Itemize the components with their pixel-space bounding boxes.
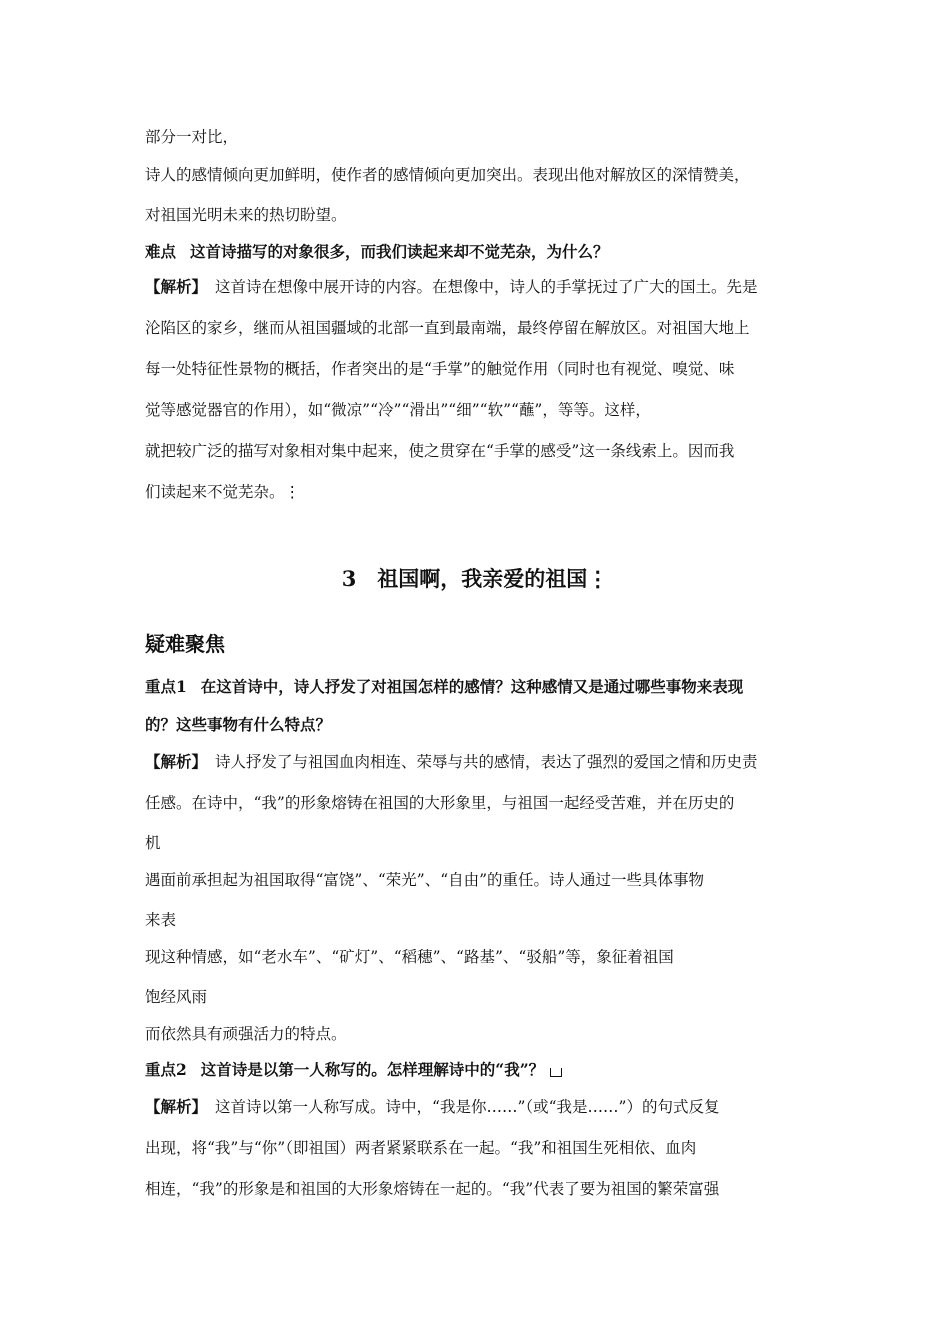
- bracket-mark: [550, 1068, 562, 1077]
- analysis-line: 出现，将“我”与“你”（即祖国）两者紧紧联系在一起。“我”和祖国生死相依、血肉: [145, 1139, 697, 1157]
- text-line: 对祖国光明未来的热切盼望。: [145, 206, 347, 224]
- key1-question-cont: 的？这些事物有什么特点？: [145, 715, 332, 734]
- section-heading: 疑难聚焦: [145, 632, 225, 656]
- analysis-label: 【解析】: [145, 277, 208, 296]
- analysis-line: 任感。在诗中，“我”的形象熔铸在祖国的大形象里，与祖国一起经受苦难，并在历史的: [145, 794, 735, 812]
- text-line: 诗人的感情倾向更加鲜明，使作者的感情倾向更加突出。表现出他对解放区的深情赞美，: [145, 166, 750, 184]
- analysis-line: 遇面前承担起为祖国取得“富饶”、“荣光”、“自由”的重任。诗人通过一些具体事物: [145, 871, 705, 889]
- analysis-line: 就把较广泛的描写对象相对集中起来，使之贯穿在“手掌的感受”这一条线索上。因而我: [145, 442, 735, 460]
- analysis-line: [145, 752, 758, 772]
- key2-label: 重点2: [145, 1060, 187, 1079]
- analysis-line: 来表: [145, 911, 177, 929]
- analysis-line: 每一处特征性景物的概括，作者突出的是“手掌”的触觉作用（同时也有视觉、嗅觉、味: [145, 360, 735, 378]
- key1-label: 重点1: [145, 677, 187, 696]
- difficulty-question-text: 这首诗描写的对象很多，而我们读起来却不觉芜杂，为什么？: [190, 242, 609, 261]
- difficulty-label: 难点: [145, 242, 177, 261]
- lesson-title: 3 祖国啊，我亲爱的祖国⋮: [341, 566, 609, 591]
- text-line: 部分一对比，: [145, 128, 239, 146]
- analysis-line: 而依然具有顽强活力的特点。: [145, 1025, 347, 1043]
- analysis-line: [145, 277, 758, 297]
- key1-question: [145, 677, 743, 697]
- analysis-line: 机: [145, 834, 161, 852]
- analysis-label: 【解析】: [145, 1097, 208, 1116]
- key1-question-text: 在这首诗中，诗人抒发了对祖国怎样的感情？这种感情又是通过哪些事物来表现: [200, 677, 744, 696]
- analysis-line: 相连，“我”的形象是和祖国的大形象熔铸在一起的。“我”代表了要为祖国的繁荣富强: [145, 1180, 720, 1198]
- analysis-line: 饱经风雨: [145, 988, 208, 1006]
- analysis-line: 觉等感觉器官的作用），如“微凉”“冷”“滑出”“细”“软”“蘸”，等等。这样，: [145, 401, 651, 419]
- analysis-line: 沦陷区的家乡，继而从祖国疆域的北部一直到最南端，最终停留在解放区。对祖国大地上: [145, 319, 750, 337]
- analysis-line: 们读起来不觉芜杂。⋮: [145, 483, 301, 501]
- difficulty-question: [145, 242, 609, 262]
- key2-question-text: 这首诗是以第一人称写的。怎样理解诗中的“我”？: [200, 1060, 545, 1079]
- analysis-text: 这首诗在想像中展开诗的内容。在想像中，诗人的手掌抚过了广大的国土。先是: [215, 278, 758, 296]
- analysis-text: 诗人抒发了与祖国血肉相连、荣辱与共的感情，表达了强烈的爱国之情和历史责: [215, 753, 758, 771]
- analysis-line: 现这种情感，如“老水车”、“矿灯”、“稻穗”、“路基”、“驳船”等，象征着祖国: [145, 948, 674, 966]
- analysis-line: [145, 1097, 719, 1117]
- key2-question: [145, 1060, 562, 1080]
- analysis-text: 这首诗以第一人称写成。诗中，“我是你……”（或“我是……”）的句式反复: [215, 1098, 720, 1116]
- analysis-label: 【解析】: [145, 752, 208, 771]
